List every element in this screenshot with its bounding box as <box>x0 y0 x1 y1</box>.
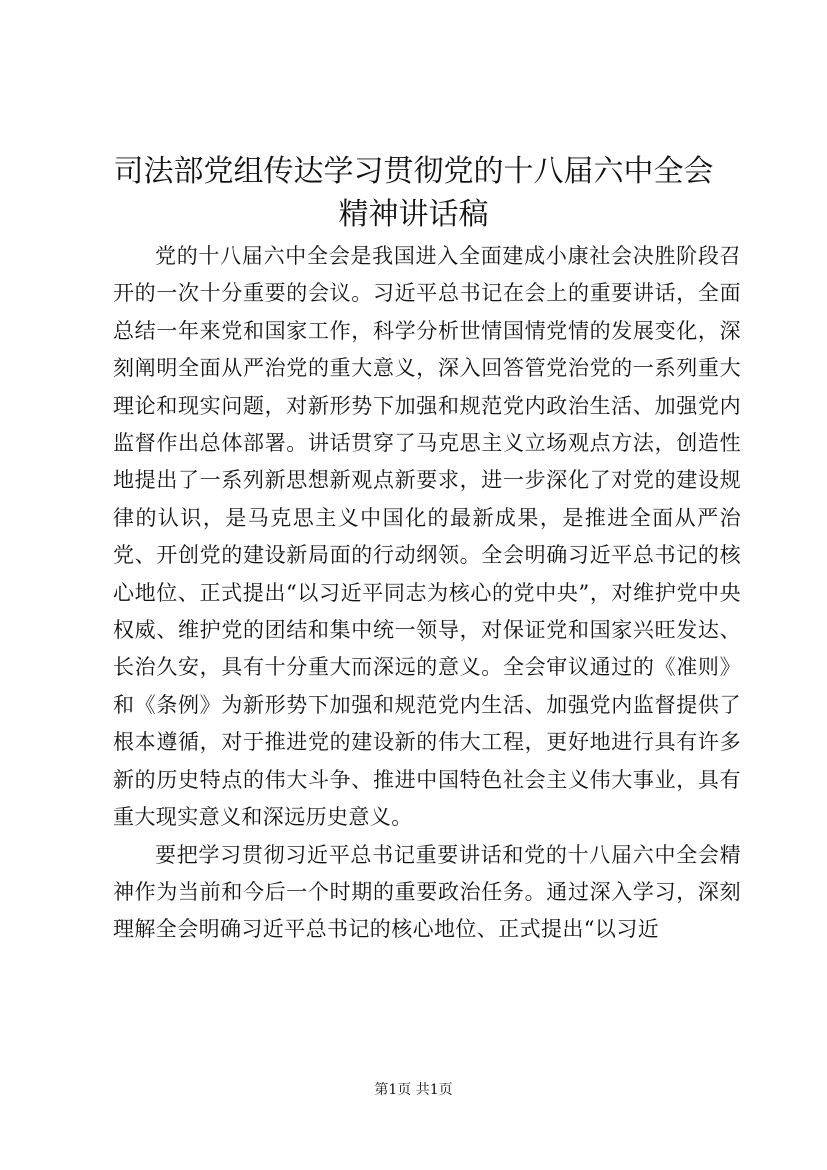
page-footer <box>0 1080 827 1100</box>
document-title <box>0 150 827 236</box>
page-number: 第1页 共1页 <box>374 1082 453 1098</box>
paragraph-1: 党的十八届六中全会是我国进入全面建成小康社会决胜阶段召开的一次十分重要的会议。习近平总书记在会上的重要讲话，全面总结一年来党和国家工作，科学分析世情国情党情的发展变化，深刻阐明全面从严治党的重大意义，深入回答管党治党的一系列重大理论和现实问题，对新形势下加强和规范党内政治生活、加强党内监督作出总体部署。讲话贯穿了马克思主义立场观点方法，创造性地提出了一系列新思想新观点新要求，进一步深化了对党的建设规律的认识，是马克思主义中国化的最新成果，是推进全面从严治党、开创党的建设新局面的行动纲领。全会明确习近平总书记的核心地位、正式提出“以习近平同志为核心的党中央”，对维护党中央权威、维护党的团结和集中统一领导，对保证党和国家兴旺发达、长治久安，具有十分重大而深远的意义。全会审议通过的《准则》和《条例》为新形势下加强和规范党内生活、加强党内监督提供了根本遵循，对于推进党的建设新的伟大工程，更好地进行具有许多新的历史特点的伟大斗争、推进中国特色社会主义伟大事业，具有重大现实意义和深远历史意义。 <box>113 244 741 830</box>
paragraph-2: 要把学习贯彻习近平总书记重要讲话和党的十八届六中全会精神作为当前和今后一个时期的重要政治任务。通过深入学习，深刻理解全会明确习近平总书记的核心地位、正式提出“以习近 <box>113 842 741 942</box>
document-body <box>113 238 741 949</box>
title-line-1: 司法部党组传达学习贯彻党的十八届六中全会 <box>113 154 714 189</box>
title-line-2: 精神讲话稿 <box>338 197 489 232</box>
